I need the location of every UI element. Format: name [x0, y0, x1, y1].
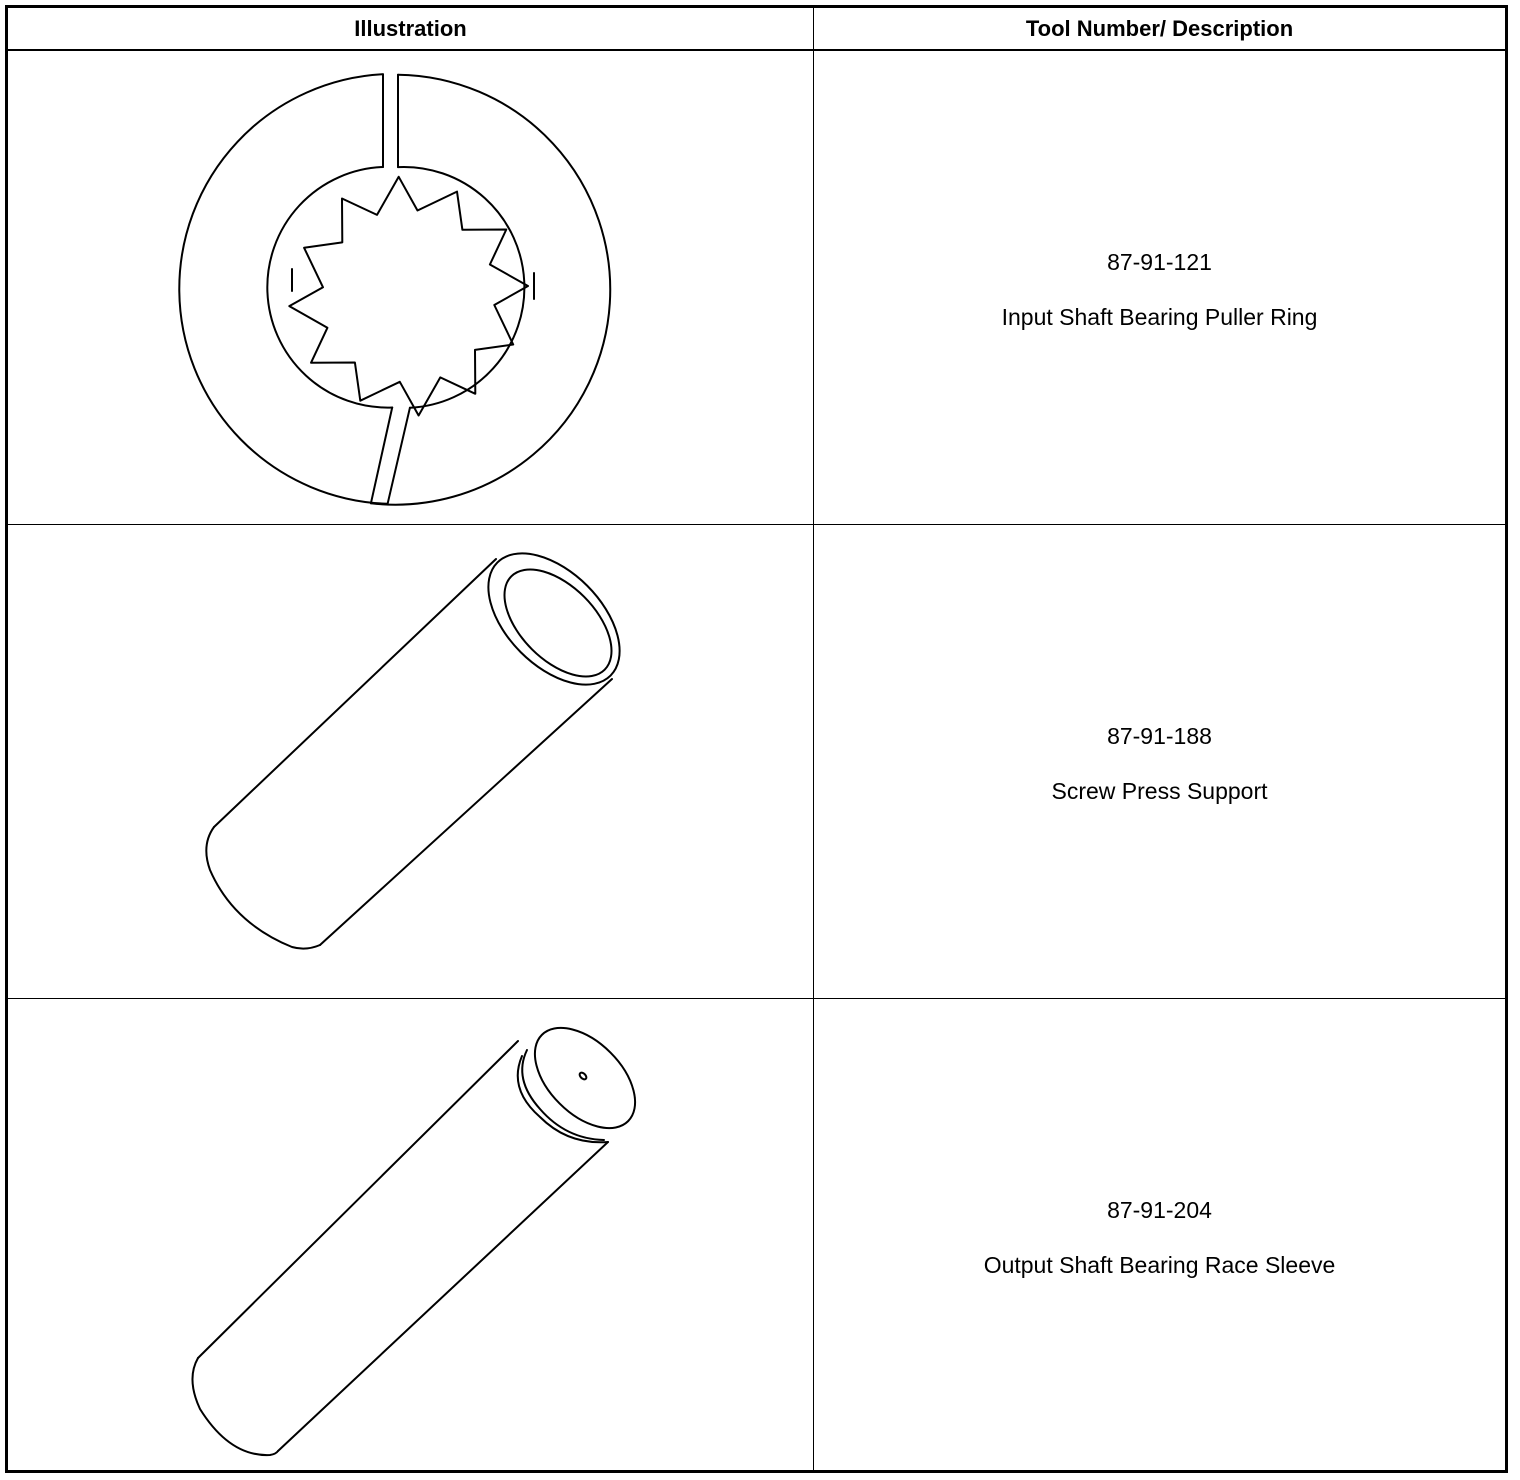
tool-description: Screw Press Support [1051, 778, 1268, 804]
tool-column-header: Tool Number/ Description [1025, 15, 1294, 41]
tool-header-cell [814, 8, 1505, 49]
tool-info-cell [814, 525, 1505, 998]
table-row [8, 51, 1505, 525]
tool-description: Input Shaft Bearing Puller Ring [1001, 304, 1318, 330]
tool-info [814, 525, 1505, 998]
puller-ring-icon [8, 51, 814, 525]
tool-number: 87-91-121 [1107, 249, 1212, 275]
sleeve-icon [8, 999, 814, 1470]
tool-info [814, 51, 1505, 524]
tool-number: 87-91-204 [1107, 1197, 1212, 1223]
tool-description: Output Shaft Bearing Race Sleeve [983, 1252, 1336, 1278]
illustration-cell [8, 999, 814, 1470]
illustration-cell [8, 51, 814, 524]
table-header-row [8, 8, 1505, 51]
tube-icon [8, 525, 814, 999]
tool-info-cell [814, 51, 1505, 524]
table-row [8, 525, 1505, 999]
tool-number: 87-91-188 [1107, 723, 1212, 749]
illustration-cell [8, 525, 814, 998]
illustration-column-header: Illustration [354, 15, 467, 41]
tool-table [5, 5, 1508, 1473]
tool-info [814, 999, 1505, 1470]
table-row [8, 999, 1505, 1470]
illustration-header-cell [8, 8, 814, 49]
tool-info-cell [814, 999, 1505, 1470]
